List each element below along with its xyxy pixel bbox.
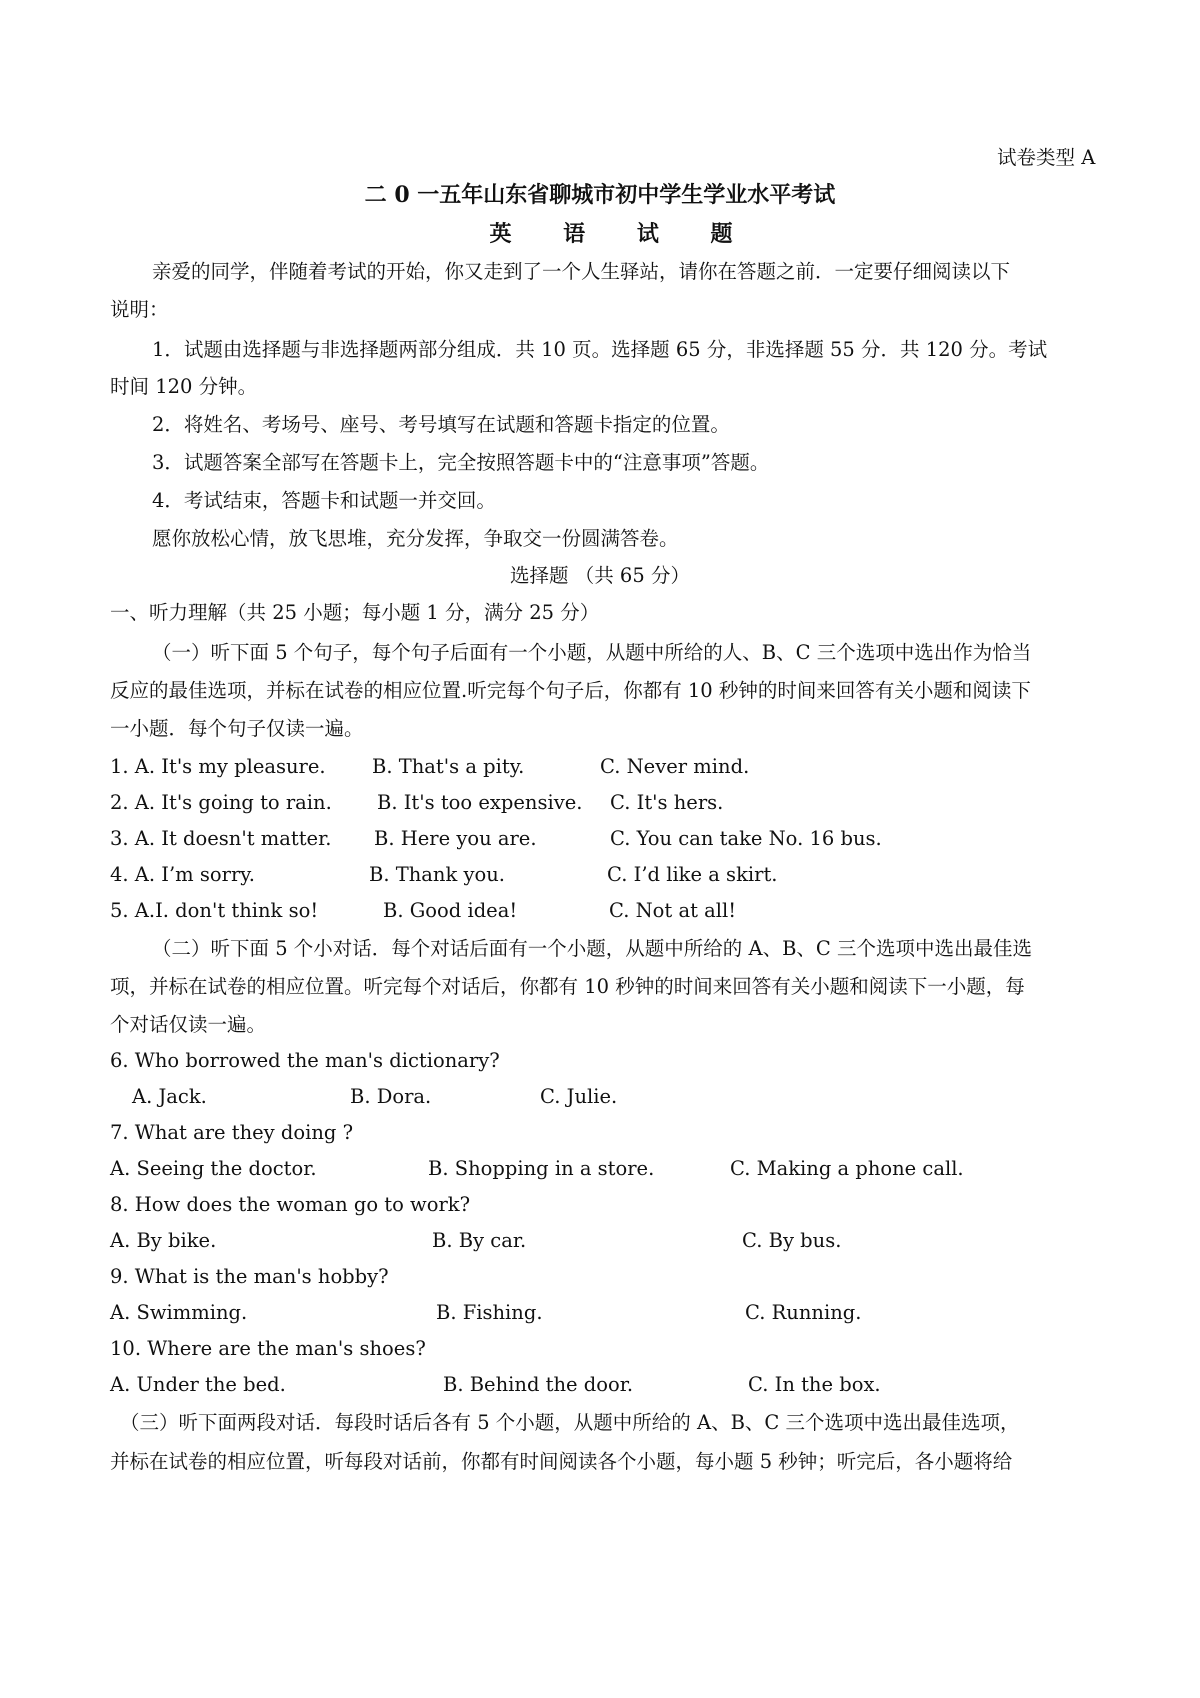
intro-line: 亲爱的同学，伴随着考试的开始，你又走到了一个人生驿站，请你在答题之前．一定要仔细阅读以下 <box>152 260 1011 283</box>
option-a: A. Seeing the doctor. <box>110 1157 317 1180</box>
exam-subject: 英 语 试 题 <box>489 221 755 247</box>
instruction-line: 一小题．每个句子仅读一遍。 <box>110 717 364 740</box>
exam-title: 二 0 一五年山东省聊城市初中学生学业水平考试 <box>364 182 836 208</box>
paper-type-label: 试卷类型 A <box>997 146 1096 169</box>
instruction-line: （二）听下面 5 个小对话．每个对话后面有一个小题，从题中所给的 A、B、C 三个选项中选出最佳选 <box>152 937 1033 960</box>
option-c: C. It's hers. <box>610 791 724 814</box>
option-b: B. By car. <box>432 1229 527 1252</box>
option-c: C. You can take No. 16 bus. <box>610 827 882 850</box>
option-b: B. It's too expensive. <box>377 791 583 814</box>
rule-item: 4．考试结束，答题卡和试题一并交回。 <box>152 489 496 512</box>
rule-item: 时间 120 分钟。 <box>110 375 258 398</box>
option-b: B. Dora. <box>350 1085 432 1108</box>
option-a: 2. A. It's going to rain. <box>110 791 332 814</box>
option-a: A. Jack. <box>132 1085 207 1108</box>
option-b: B. Fishing. <box>436 1301 543 1324</box>
option-a: 4. A. I’m sorry. <box>110 863 255 886</box>
option-b: B. Good idea! <box>383 899 518 922</box>
question-stem: 6. Who borrowed the man's dictionary? <box>110 1049 500 1072</box>
option-c: C. Julie. <box>540 1085 618 1108</box>
instruction-line: 个对话仅读一遍。 <box>110 1013 267 1036</box>
option-b: B. Here you are. <box>374 827 537 850</box>
section-header: 选择题 （共 65 分） <box>510 564 690 587</box>
option-a: A. Swimming. <box>110 1301 248 1324</box>
option-c: C. In the box. <box>748 1373 881 1396</box>
question-stem: 10. Where are the man's shoes? <box>110 1337 426 1360</box>
option-c: C. Running. <box>745 1301 862 1324</box>
option-a: A. Under the bed. <box>110 1373 286 1396</box>
instruction-line: （三）听下面两段对话．每段时话后各有 5 个小题，从题中所给的 A、B、C 三个选项中选出最佳选项， <box>120 1411 1020 1434</box>
question-stem: 7. What are they doing ? <box>110 1121 354 1144</box>
option-a: 1. A. It's my pleasure. <box>110 755 326 778</box>
option-a: A. By bike. <box>110 1229 217 1252</box>
option-a: 5. A.I. don't think so! <box>110 899 319 922</box>
part-header: 一、听力理解（共 25 小题；每小题 1 分，满分 25 分） <box>110 601 600 624</box>
option-c: C. I’d like a skirt. <box>607 863 778 886</box>
option-a: 3. A. It doesn't matter. <box>110 827 332 850</box>
instruction-line: （一）听下面 5 个句子，每个句子后面有一个小题，从题中所给的人、B、C 三个选项中选出作为恰当 <box>152 641 1032 664</box>
option-b: B. Shopping in a store. <box>428 1157 655 1180</box>
question-stem: 8. How does the woman go to work? <box>110 1193 471 1216</box>
instruction-line: 反应的最佳选项，并标在试卷的相应位置.听完每个句子后，你都有 10 秒钟的时间来回答有关小题和阅读下 <box>110 679 1031 702</box>
instruction-line: 并标在试卷的相应位置，听每段对话前，你都有时间阅读各个小题，每小题 5 秒钟；听完后，各小题将给 <box>110 1450 1013 1473</box>
option-c: C. Never mind. <box>600 755 750 778</box>
option-c: C. Not at all! <box>609 899 737 922</box>
rule-item: 3．试题答案全部写在答题卡上，完全按照答题卡中的“注意事项”答题。 <box>152 451 770 474</box>
option-c: C. Making a phone call. <box>730 1157 964 1180</box>
rule-item: 2．将姓名、考场号、座号、考号填写在试题和答题卡指定的位置。 <box>152 413 730 436</box>
option-c: C. By bus. <box>742 1229 842 1252</box>
instruction-line: 项，并标在试卷的相应位置。听完每个对话后，你都有 10 秒钟的时间来回答有关小题和阅读下一小题，每 <box>110 975 1025 998</box>
rule-item: 1．试题由选择题与非选择题两部分组成．共 10 页。选择题 65 分，非选择题 55 分．共 120 分。考试 <box>152 338 1048 361</box>
option-b: B. Behind the door. <box>443 1373 634 1396</box>
option-b: B. That's a pity. <box>372 755 525 778</box>
question-stem: 9. What is the man's hobby? <box>110 1265 389 1288</box>
wish-line: 愿你放松心情，放飞思堆，充分发挥，争取交一份圆满答卷。 <box>152 527 679 550</box>
option-b: B. Thank you. <box>369 863 506 886</box>
intro-line: 说明： <box>110 298 169 321</box>
